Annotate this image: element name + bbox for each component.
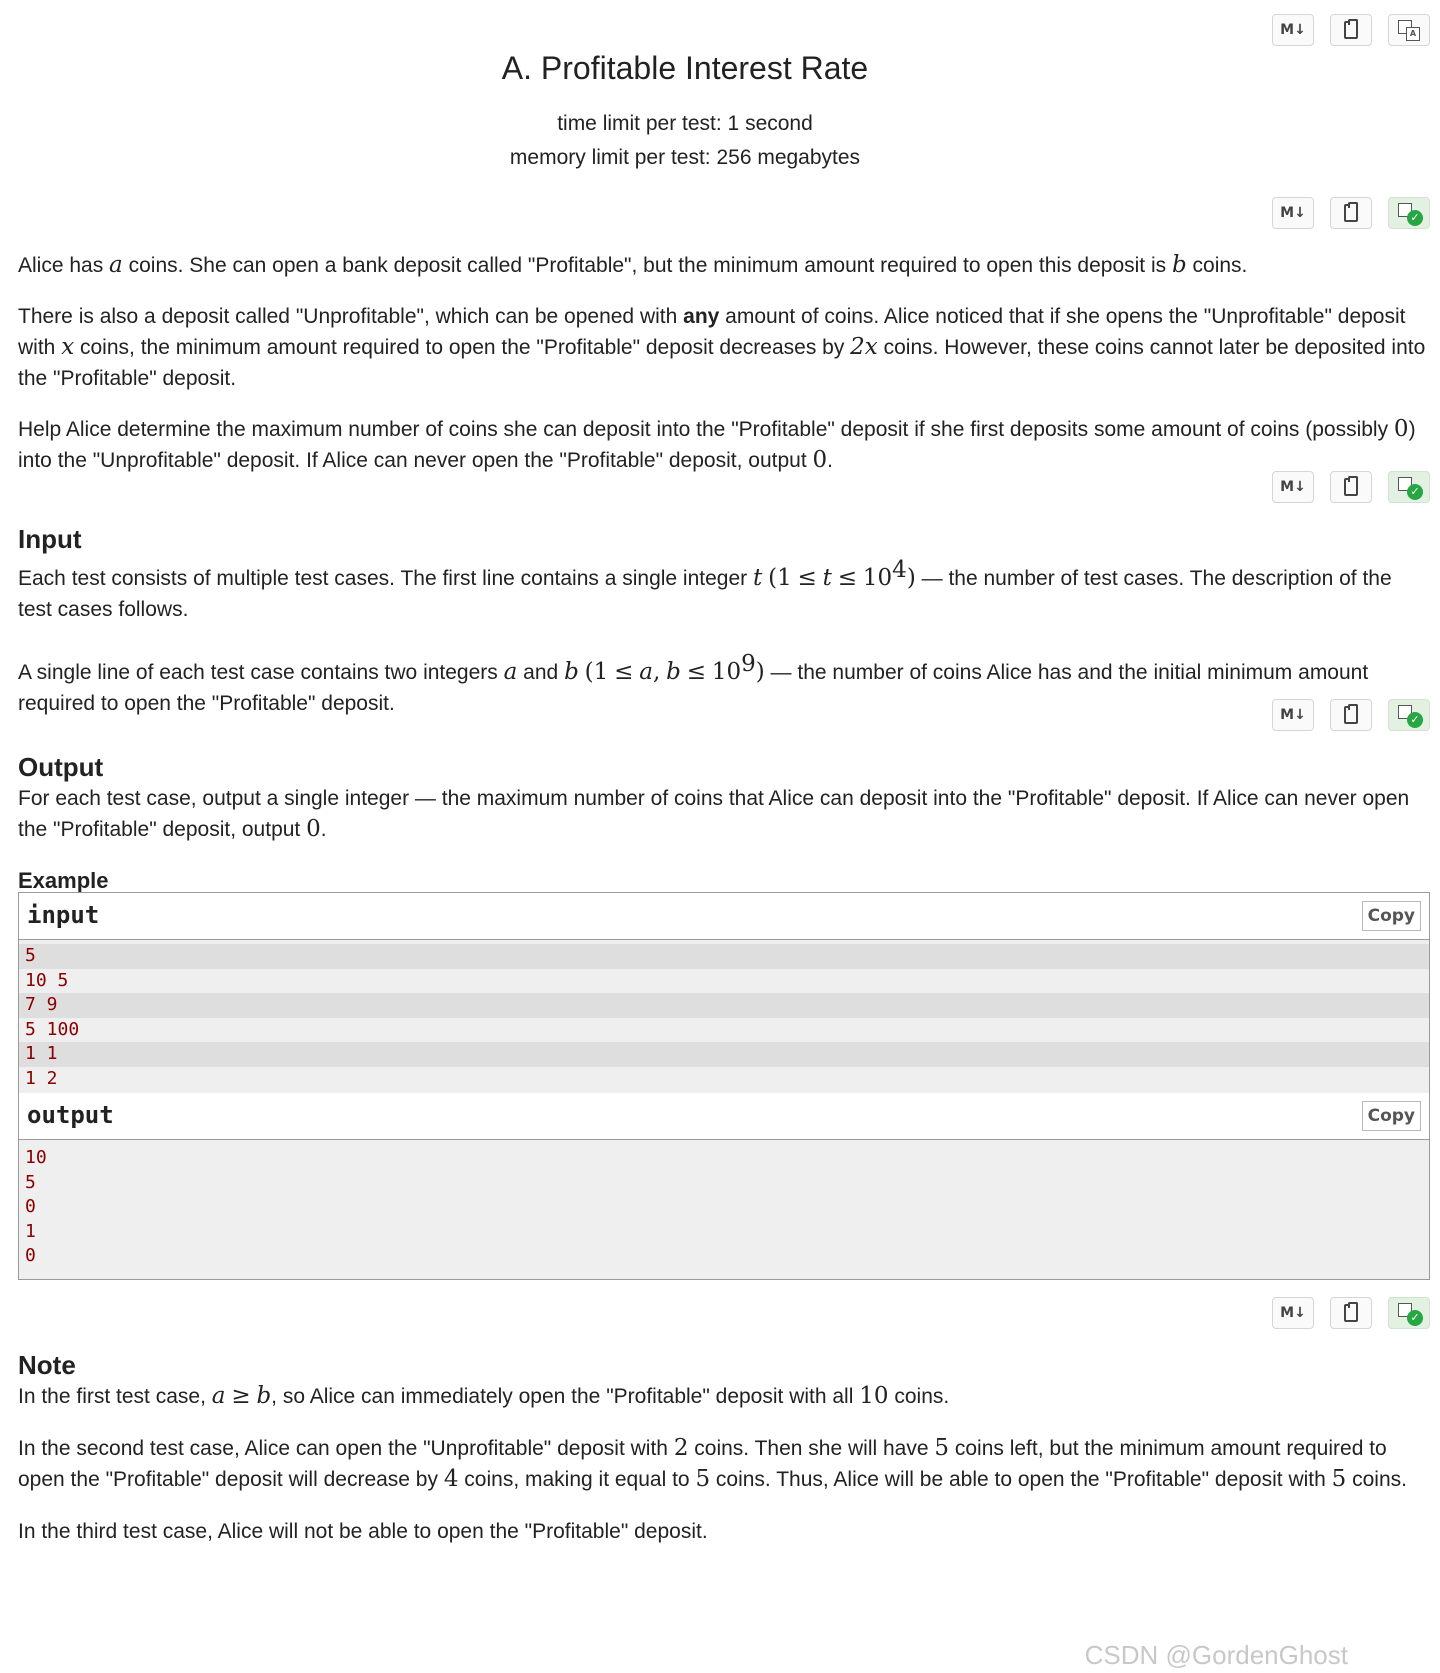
sample-line: 0 [25, 1245, 36, 1266]
translate-icon: A [1398, 20, 1420, 40]
sample-line: 5 [19, 944, 1429, 969]
copy-clipboard-button[interactable] [1330, 1297, 1372, 1329]
statement [18, 250, 1430, 476]
clipboard-icon [1344, 1304, 1358, 1322]
copy-clipboard-button[interactable] [1330, 14, 1372, 46]
note-paragraph: In the second test case, Alice can open the "Unprofitable" deposit with 2 coins. Then she will have 5 coins left, but the minimum amount required to open the "Profitable" deposit will decrease by 4 coins, making it equal to 5 coins. Thus, Alice will be able to open the "Profitable" deposit with 5 coins. [18, 1435, 1407, 1492]
markdown-icon: M↓ [1280, 707, 1306, 723]
sample-output-label: output [27, 1101, 114, 1129]
memory-limit: memory limit per test: 256 megabytes [509, 146, 861, 169]
sample-line: 10 [25, 1147, 47, 1168]
translate-check-icon: ✓ [1398, 705, 1420, 725]
sample-input-label: input [27, 901, 100, 929]
clipboard-icon [1344, 478, 1358, 496]
statement-paragraph: Alice has a coins. She can open a bank deposit called "Profitable", but the minimum amount required to open this deposit is b coins. [18, 252, 1248, 278]
clipboard-icon [1344, 706, 1358, 724]
note-title: Note [18, 1350, 76, 1380]
markdown-button[interactable] [1272, 1297, 1314, 1329]
translate-check-icon: ✓ [1398, 203, 1420, 223]
markdown-button[interactable] [1272, 471, 1314, 503]
sample-input-content[interactable] [19, 940, 1429, 1095]
translate-button[interactable] [1388, 197, 1430, 229]
translate-check-icon: ✓ [1398, 477, 1420, 497]
copy-input-button[interactable]: Copy [1362, 901, 1421, 931]
translate-button[interactable] [1388, 699, 1430, 731]
problem-header [18, 50, 1352, 175]
copy-clipboard-button[interactable] [1330, 471, 1372, 503]
output-toolbar [1272, 699, 1430, 731]
sample-line: 10 5 [25, 969, 69, 991]
sample-output-content[interactable] [19, 1140, 1429, 1279]
copy-output-button[interactable]: Copy [1362, 1101, 1421, 1131]
sample-line: 1 1 [19, 1042, 1429, 1067]
input-paragraph: Each test consists of multiple test cases. The first line contains a single integer t $(1 \le t \le 10^4)$ — the number of test cases. The description of the test cases follows. [18, 557, 1392, 621]
page-title: A. Profitable Interest Rate [501, 50, 869, 86]
markdown-button[interactable] [1272, 699, 1314, 731]
sample-line: 1 [25, 1220, 36, 1242]
statement-toolbar [1272, 197, 1430, 229]
note-paragraph: In the third test case, Alice will not be able to open the "Profitable" deposit. [18, 1520, 708, 1543]
input-title: Input [18, 524, 82, 554]
output-section [18, 752, 1430, 845]
statement-paragraph: There is also a deposit called "Unprofitable", which can be opened with any amount of coins. Alice noticed that if she opens the "Unprofitable" deposit with x coins, the minimum amount required to open the "Profitable" deposit decreases by 2x coins. However, these coins cannot later be deposited into the "Profitable" deposit. [18, 305, 1426, 390]
markdown-icon: M↓ [1280, 22, 1306, 38]
clipboard-icon [1344, 21, 1358, 39]
note-section [18, 1350, 1430, 1547]
markdown-icon: M↓ [1280, 479, 1306, 495]
watermark: CSDN @GordenGhost [1084, 1640, 1348, 1670]
translate-button[interactable] [1388, 1297, 1430, 1329]
sample-input-box [18, 892, 1430, 1096]
translate-button[interactable] [1388, 471, 1430, 503]
markdown-icon: M↓ [1280, 205, 1306, 221]
output-title: Output [18, 752, 104, 782]
sample-line: 0 [25, 1196, 36, 1217]
markdown-button[interactable] [1272, 197, 1314, 229]
translate-check-icon: ✓ [1398, 1303, 1420, 1323]
statement-paragraph: Help Alice determine the maximum number of coins she can deposit into the "Profitable" deposit if she first deposits some amount of coins (possibly 0) into the "Unprofitable" deposit. If Alice can never open the "Profitable" deposit, output 0. [18, 416, 1416, 473]
copy-clipboard-button[interactable] [1330, 699, 1372, 731]
note-toolbar [1272, 1297, 1430, 1329]
sample-line: 1 2 [25, 1067, 58, 1089]
sample-line: 5 100 [25, 1018, 80, 1040]
clipboard-icon [1344, 204, 1358, 222]
sample-output-box [18, 1093, 1430, 1280]
input-section [18, 524, 1430, 719]
markdown-button[interactable] [1272, 14, 1314, 46]
note-paragraph: In the first test case, a ≥ b, so Alice can immediately open the "Profitable" deposit with all 10 coins. [18, 1383, 950, 1409]
example-label: Example [18, 868, 109, 893]
copy-clipboard-button[interactable] [1330, 197, 1372, 229]
sample-line: 5 [25, 1171, 36, 1193]
translate-button[interactable] [1388, 14, 1430, 46]
markdown-icon: M↓ [1280, 1305, 1306, 1321]
input-paragraph: A single line of each test case contains two integers a and b (1 ≤ a, $b \le 10^9$) — the number of coins Alice has and the initial minimum amount required to open the "Profitable" deposit. [18, 651, 1369, 715]
time-limit: time limit per test: 1 second [557, 112, 813, 135]
header-toolbar [1272, 14, 1430, 46]
output-paragraph: For each test case, output a single integer — the maximum number of coins that Alice can deposit into the "Profitable" deposit. If Alice can never open the "Profitable" deposit, output 0. [18, 787, 1410, 842]
sample-line: 7 9 [19, 993, 1429, 1018]
input-toolbar [1272, 471, 1430, 503]
